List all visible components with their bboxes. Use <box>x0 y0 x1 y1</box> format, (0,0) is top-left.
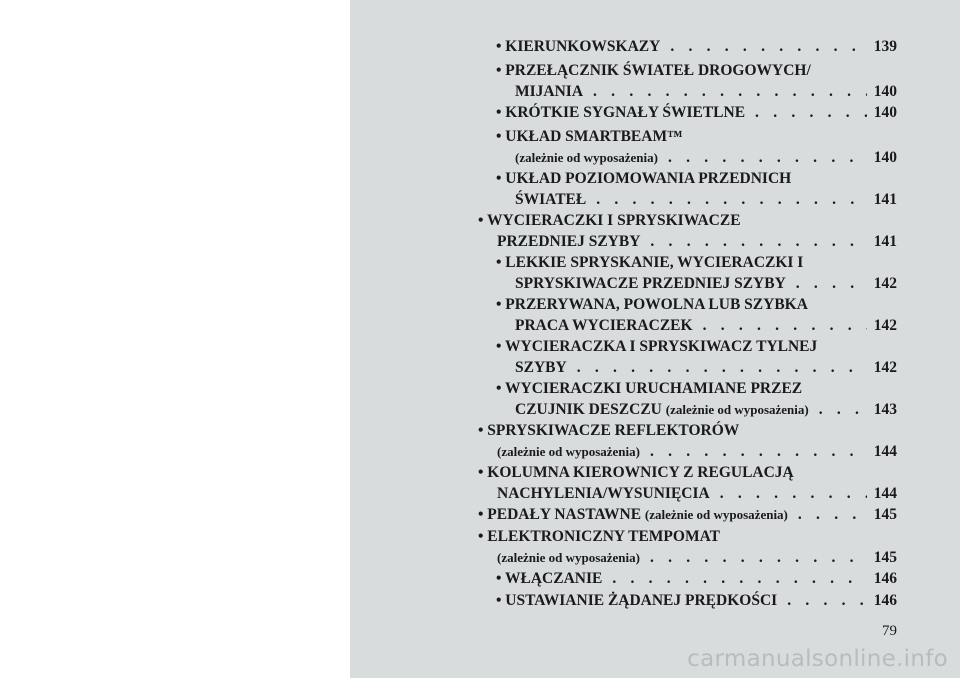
toc-page-number: 141 <box>873 233 897 250</box>
toc-line <box>478 420 897 441</box>
dot-leader <box>720 483 867 504</box>
toc-entry-title: SPRYSKIWACZE PRZEDNIEJ SZYBY <box>515 275 786 292</box>
toc-line <box>496 126 897 147</box>
toc-page-number: 140 <box>873 149 897 166</box>
dot-leader <box>612 568 867 589</box>
toc-entry[interactable] <box>496 36 897 57</box>
toc-entry-title: SZYBY <box>515 359 567 376</box>
toc-entry[interactable] <box>496 168 897 210</box>
toc-line <box>478 462 897 483</box>
toc-entry-title: • PRZERYWANA, POWOLNA LUB SZYBKA <box>496 296 808 313</box>
toc-page-number: 145 <box>873 549 897 566</box>
toc-entry[interactable] <box>496 60 897 102</box>
toc-line <box>496 60 897 81</box>
toc-page-number: 142 <box>873 317 897 334</box>
toc-entry-title: • SPRYSKIWACZE REFLEKTORÓW <box>478 422 740 439</box>
toc-entry-title: • PRZEŁĄCZNIK ŚWIATEŁ DROGOWYCH/ <box>496 62 811 79</box>
toc-line <box>478 504 897 525</box>
toc-entry-title: NACHYLENIA/WYSUNIĘCIA <box>497 485 710 502</box>
dot-leader <box>593 81 867 102</box>
toc-entry[interactable] <box>496 568 897 589</box>
toc-line <box>496 590 897 611</box>
toc-line <box>478 483 897 504</box>
toc-entry[interactable] <box>496 102 897 123</box>
toc-line <box>496 252 897 273</box>
dot-leader <box>596 189 867 210</box>
toc-line <box>478 547 897 568</box>
toc-entry-note: (zależnie od wyposażenia) <box>644 507 788 522</box>
toc-line <box>496 189 897 210</box>
toc-line <box>496 399 897 420</box>
dot-leader <box>650 441 867 462</box>
dot-leader <box>819 399 867 420</box>
toc-line <box>496 273 897 294</box>
toc-page-number: 140 <box>873 104 897 121</box>
toc-entry-title: CZUJNIK DESZCZU <box>515 401 666 418</box>
toc-page-number: 139 <box>873 38 897 55</box>
toc-line <box>478 441 897 462</box>
toc-entry-title: • WYCIERACZKA I SPRYSKIWACZ TYLNEJ <box>496 338 818 355</box>
toc-line <box>496 168 897 189</box>
toc-entry-note: (zależnie od wyposażenia) <box>665 402 809 417</box>
toc-line <box>496 378 897 399</box>
page-number: 79 <box>882 623 897 639</box>
toc-entry[interactable] <box>478 462 897 504</box>
toc-entry-title: ŚWIATEŁ <box>515 191 587 208</box>
table-of-contents <box>350 0 960 678</box>
dot-leader <box>668 147 867 168</box>
dot-leader <box>577 357 867 378</box>
toc-entry-title: • ELEKTRONICZNY TEMPOMAT <box>478 528 720 545</box>
toc-entry[interactable] <box>478 504 897 525</box>
dot-leader <box>755 102 867 123</box>
toc-entry-title: PRACA WYCIERACZEK <box>515 317 693 334</box>
toc-entry-title: • UKŁAD POZIOMOWANIA PRZEDNICH <box>496 170 792 187</box>
toc-entry[interactable] <box>478 420 897 462</box>
toc-line <box>496 81 897 102</box>
toc-page-number: 144 <box>873 485 897 502</box>
dot-leader <box>798 504 867 525</box>
toc-entry-title: • KIERUNKOWSKAZY <box>496 38 661 55</box>
toc-line <box>496 568 897 589</box>
toc-page-number: 142 <box>873 275 897 292</box>
dot-leader <box>650 231 867 252</box>
manual-page <box>350 0 960 678</box>
dot-leader <box>787 590 867 611</box>
toc-entry[interactable] <box>496 336 897 378</box>
toc-page-number: 146 <box>873 570 897 587</box>
dot-leader <box>670 36 867 57</box>
toc-page-number: 145 <box>873 506 897 523</box>
toc-page-number: 146 <box>873 592 897 609</box>
toc-entry[interactable] <box>478 210 897 252</box>
toc-entry-title: • WŁĄCZANIE <box>496 570 603 587</box>
toc-entry[interactable] <box>478 526 897 568</box>
toc-entry[interactable] <box>496 126 897 168</box>
toc-entry-note: (zależnie od wyposażenia) <box>497 550 640 565</box>
toc-line <box>496 36 897 57</box>
toc-entry-title: • UKŁAD SMARTBEAM™ <box>496 128 683 145</box>
toc-line <box>496 357 897 378</box>
watermark[interactable]: carmanualsonline.info <box>687 646 948 672</box>
toc-entry-title: • LEKKIE SPRYSKANIE, WYCIERACZKI I <box>496 254 804 271</box>
toc-entry-note: (zależnie od wyposażenia) <box>515 150 658 165</box>
toc-line <box>496 102 897 123</box>
toc-line <box>496 147 897 168</box>
toc-entry[interactable] <box>496 252 897 294</box>
toc-entry-title: • WYCIERACZKI I SPRYSKIWACZE <box>478 212 741 229</box>
toc-page-number: 140 <box>873 83 897 100</box>
dot-leader <box>703 315 867 336</box>
toc-line <box>478 210 897 231</box>
toc-line <box>478 526 897 547</box>
toc-page-number: 142 <box>873 359 897 376</box>
toc-line <box>496 315 897 336</box>
toc-page-number: 144 <box>873 443 897 460</box>
toc-line <box>496 336 897 357</box>
dot-leader <box>650 547 867 568</box>
toc-entry-title: • PEDAŁY NASTAWNE <box>478 506 645 523</box>
toc-entry-note: (zależnie od wyposażenia) <box>497 444 640 459</box>
toc-line <box>496 294 897 315</box>
toc-page-number: 143 <box>873 401 897 418</box>
toc-entry[interactable] <box>496 590 897 611</box>
toc-entry[interactable] <box>496 378 897 420</box>
toc-line <box>478 231 897 252</box>
toc-entry-title: • USTAWIANIE ŻĄDANEJ PRĘDKOŚCI <box>496 592 778 609</box>
toc-entry[interactable] <box>496 294 897 336</box>
toc-entry-title: • KOLUMNA KIEROWNICY Z REGULACJĄ <box>478 464 794 481</box>
toc-page-number: 141 <box>873 191 897 208</box>
toc-entry-title: MIJANIA <box>515 83 584 100</box>
toc-entry-title: • KRÓTKIE SYGNAŁY ŚWIETLNE <box>496 104 746 121</box>
toc-entry-title: PRZEDNIEJ SZYBY <box>497 233 641 250</box>
dot-leader <box>796 273 867 294</box>
toc-entry-title: • WYCIERACZKI URUCHAMIANE PRZEZ <box>496 380 803 397</box>
